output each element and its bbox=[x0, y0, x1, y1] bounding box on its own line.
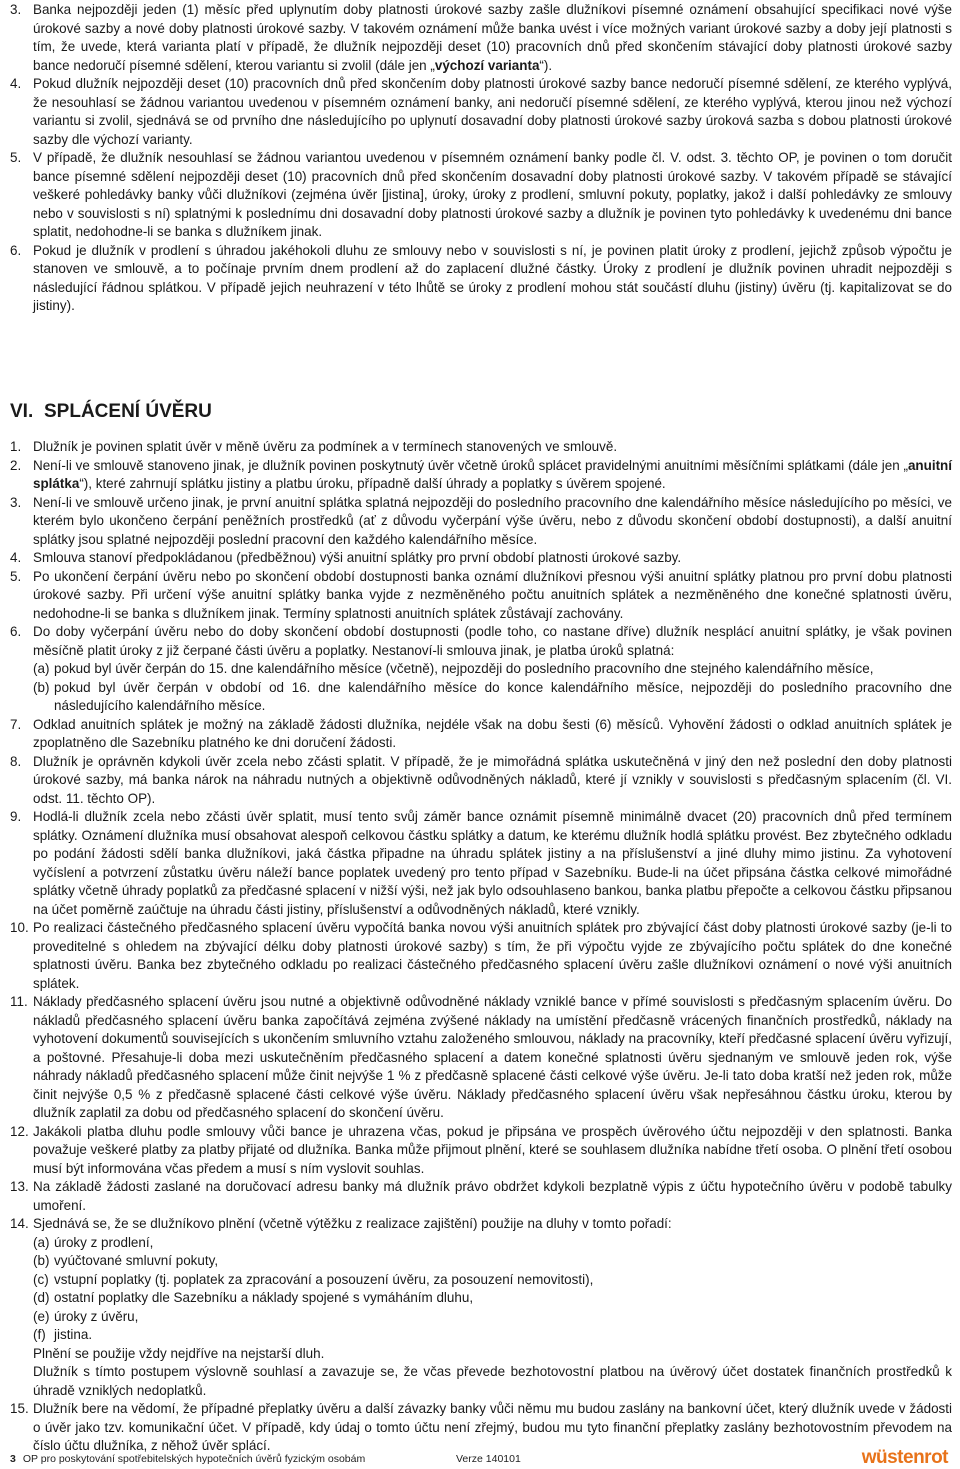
item-number: 3. bbox=[10, 2, 22, 17]
sub-item bbox=[33, 1252, 952, 1271]
item-text: Do doby vyčerpání úvěru nebo do doby skončení období dostupnosti (podle toho, co nastane dříve) dlužník nesplácí anuitní splátky, je však povinen měsíčně platit úroky z již čerpané části úvěru a poplatky. Nestanoví-li smlouva jinak, je platba úroků splatná: bbox=[33, 624, 952, 658]
section-number: VI. bbox=[10, 401, 34, 422]
item-text: Pokud je dlužník v prodlení s úhradou jakéhokoli dluhu ze smlouvy nebo v souvislosti s ní, je povinen platit úroky z prodlení, jejichž způsob výpočtu je stanoven ve smlouvě, a to počínaje prvním dnem prodlení až do zaplacení dlužné částky. Úroky z prodlení je dlužník povinen uhradit nejpozději s následující řádnou splátkou. V případě jejich neuhrazení v této lhůtě se úroky z prodlení mohou stát součástí dluhu (jistiny) úvěru (tj. kapitalizovat se do jistiny). bbox=[33, 242, 952, 313]
item-text: Smlouva stanoví předpokládanou (předběžnou) výši anuitní splátky pro první období platnosti úrokové sazby. bbox=[33, 550, 682, 565]
item-number: 15. bbox=[10, 1401, 29, 1416]
item-number: 5. bbox=[10, 568, 22, 584]
list-item bbox=[10, 494, 952, 550]
page-number: 3 bbox=[10, 1453, 16, 1465]
version-label: Verze 140101 bbox=[456, 1453, 521, 1465]
list-item bbox=[10, 716, 952, 753]
item-text: Dlužník je oprávněn kdykoli úvěr zcela nebo zčásti splatit. V případě, že je mimořádná splátka uskutečněná v jiný den než poslední den doby platnosti úrokové sazby, má banka nárok na náhradu nutných a objektivně odůvodněných nákladů, které jí vznikly v souvislosti s předčasným splacením (čl. VI. odst. 11. těchto OP). bbox=[33, 753, 952, 806]
sub-item-label: (d) bbox=[33, 1290, 50, 1305]
list-item bbox=[10, 75, 952, 149]
sub-item-text: ostatní poplatky dle Sazebníku a náklady spojené s vymáháním dluhu, bbox=[54, 1290, 474, 1305]
item-number: 1. bbox=[10, 439, 22, 454]
list-item bbox=[10, 457, 952, 494]
item-text: Náklady předčasného splacení úvěru jsou nutné a objektivně odůvodněné náklady vzniklé bance v přímé souvislosti s předčasným splacením úvěru. Do nákladů předčasného splacení úvěru banka započítává zejména zvýšené náklady na umístění předčasně vrácených finančních prostředků, náklady na vyhotovení dokumentů souvisejících s ukončením smluvního vztahu založeného smlouvou, náklady na pracovníky, kteří předčasné splacení úvěru vyřizují, a poštovné. Přesahuje-li doba mezi uskutečněním předčasného splacení a datem konečné splatnosti úvěru sjednaným ve smlouvě jeden rok, výše náhrady nákladů předčasného splacení může činit nejvýše 1 % z předčasně splacené části celkové výše úvěru. Je-li tato doba kratší než jeden rok, může činit nejvýše 0,5 % z předčasně splacené části celkové výše úvěru. Náklady předčasného splacení úvěru však nepřesáhnou částku úroku, kterou by dlužník zaplatil za dobu od předčasného splacení do skončení úvěru. bbox=[33, 994, 952, 1120]
list-item bbox=[10, 993, 952, 1123]
sub-item bbox=[33, 1271, 952, 1290]
item-text: Na základě žádosti zaslané na doručovací adresu banky má dlužník právo obdržet kdykoli bezplatně výpis z účtu hypotečního úvěru v podobě tabulky umoření. bbox=[33, 1179, 952, 1213]
item-text: Odklad anuitních splátek je možný na základě žádosti dlužníka, nejdéle však na dobu šesti (6) měsíců. Vyhovění žádosti o odklad anuitních splátek je zpoplatněno dle Sazebníku platného ke dni doručení žádosti. bbox=[33, 716, 952, 750]
item-number: 4. bbox=[10, 76, 22, 91]
sub-item-text: vyúčtované smluvní pokuty, bbox=[54, 1253, 219, 1268]
sub-item-label: (e) bbox=[33, 1308, 50, 1324]
sub-item-text: pokud byl úvěr čerpán do 15. dne kalendářního měsíce (včetně), nejpozději do posledního pracovního dne stejného kalendářního měsíce, bbox=[54, 661, 874, 676]
item-text: Po realizaci částečného předčasného splacení úvěru vypočítá banka novou výši anuitních splátek pro zbývající část doby platnosti úrokové sazby (je-li to proveditelné s ohledem na zbývající délku doby platnosti úrokové sazby) s tím, že při výpočtu vyjde ze zbývajícího počtu splátek do dne konečné splatnosti úvěru. Banka bez zbytečného odkladu po realizaci částečného předčasného splacení úvěru zašle dlužníkovi oznámení o nové výši anuitních splátek. bbox=[33, 920, 952, 991]
sub-item bbox=[33, 1234, 952, 1253]
list-item bbox=[10, 438, 952, 457]
item-text: Hodlá-li dlužník zcela nebo zčásti úvěr splatit, musí tento svůj záměr bance oznámit písemně minimálně dvacet (20) pracovních dnů před termínem splátky. Oznámení dlužníka musí obsahovat alespoň celkovou částku splátky a datum, ke kterému dlužník hodlá splátku provést. Bez zbytečného odkladu po podání žádosti sdělí banka dlužníkovi, jaká částka připadne na úhradu splátek jistiny a na příslušenství a jiné dluhy mimo jistinu. Za vyhotovení vyčíslení a potvrzení zůstatku úvěru náleží bance poplatek uvedený pro tento případ v Sazebníku. Bude-li na účet připsána částka celkové mimořádné splátky včetně úhrady poplatků za předčasné splacení v nižší výši, než jak bylo odsouhlaseno bankou, banka platbu přepočte a celkovou částku připsanou na účet poměrně zaúčtuje na úhradu části jistiny, příslušenství a odůvodněných nákladů, které vznikly. bbox=[33, 809, 952, 917]
item-number: 7. bbox=[10, 716, 22, 732]
item-text: Po ukončení čerpání úvěru nebo po skončení období dostupnosti banka oznámí dlužníkovi přesnou výši anuitní splátky platnou pro první dobu platnosti úrokové sazby. Při určení výše anuitní splátky banka vyjde z nezměněného počtu anuitních splátek a nezměněného dne konečné splatnosti úvěru, nedohodne-li se banka s dlužníkem jinak. Termíny splatnosti anuitních splátek zůstávají zachovány. bbox=[33, 568, 952, 621]
sub-item bbox=[33, 679, 952, 716]
item-number: 8. bbox=[10, 753, 22, 769]
item-note: Plnění se použije vždy nejdříve na nejstarší dluh. bbox=[33, 1345, 325, 1361]
item-number: 6. bbox=[10, 242, 22, 258]
sub-item-text: pokud byl úvěr čerpán v období od 16. dne kalendářního měsíce do konce kalendářního měsíce, nejpozději do posledního pracovního dne následujícího kalendářního měsíce. bbox=[54, 679, 952, 713]
item-number: 4. bbox=[10, 550, 22, 565]
item-number: 5. bbox=[10, 150, 22, 165]
item-text: Není-li ve smlouvě určeno jinak, je první anuitní splátka splatná nejpozději do posledního pracovního dne kalendářního měsíce následujícího po měsíci, ve kterém bylo ukončeno čerpání peněžních prostředků (ať z důvodu vyčerpání výše úvěru, nebo z důvodu skončení období dostupnosti), a další anuitní splátky jsou splatné nejpozději poslední pracovní den každého kalendářního měsíce. bbox=[33, 494, 952, 547]
item-text: Sjednává se, že se dlužníkovo plnění (včetně výtěžku z realizace zajištění) použije na dluhy v tomto pořadí: bbox=[33, 1216, 672, 1231]
item-text: Dlužník bere na vědomí, že případné přeplatky úvěru a další závazky banky vůči němu mu budou zaslány na bankovní účet, který dlužník uvede v žádosti o úvěr jako tzv. komunikační účet. V případě, kdy údaj o tomto účtu není zřejmý, budou mu tyto finanční přeplatky zaslány bezhotovostním převodem na číslo účtu dlužníka, z něhož úvěr splácí. bbox=[33, 1401, 952, 1453]
sub-item-text: úroky z úvěru, bbox=[54, 1308, 139, 1324]
list-item bbox=[10, 1178, 952, 1215]
list-item bbox=[10, 753, 952, 809]
sub-item-text: vstupní poplatky (tj. poplatek za zpracování a posouzení úvěru, za posouzení nemovitosti), bbox=[54, 1271, 594, 1287]
item-number: 9. bbox=[10, 809, 22, 824]
page-footer bbox=[10, 1453, 521, 1465]
item-text: Dlužník je povinen splatit úvěr v měně úvěru za podmínek a v termínech stanovených ve smlouvě. bbox=[33, 439, 618, 454]
item-text: Není-li ve smlouvě stanoveno jinak, je dlužník povinen poskytnutý úvěr včetně úroků splácet pravidelnými anuitními měsíčními splátkami (dále jen „anuitní splátka“), které zahrnují splátku jistiny a platbu úroku, případně další úhrady a poplatky s úvěrem spojené. bbox=[33, 457, 952, 491]
list-item bbox=[10, 1215, 952, 1400]
item-number: 6. bbox=[10, 624, 22, 639]
item-text: Jakákoli platba dluhu podle smlouvy vůči bance je uhrazena včas, pokud je připsána ve prospěch úvěrového účtu nejpozději v den splatnosti. Banka považuje veškeré platby za platby přijaté od dlužníka. Banka může přijmout plnění, které se souhlasem dlužníka nabídne třetí osoba. O plnění třetí osobou musí být informována včas předem a musí s ním vyslovit souhlas. bbox=[33, 1123, 952, 1176]
item-number: 14. bbox=[10, 1216, 29, 1231]
document-name: OP pro poskytování spotřebitelských hypotečních úvěrů fyzickým osobám bbox=[22, 1453, 366, 1465]
sub-item-label: (a) bbox=[33, 661, 50, 676]
sub-item-label: (f) bbox=[33, 1327, 46, 1342]
list-item bbox=[10, 549, 952, 568]
sub-item-label: (b) bbox=[33, 1253, 50, 1268]
list-item bbox=[10, 1, 952, 75]
item-text: Pokud dlužník nejpozději deset (10) pracovních dnů před skončením doby platnosti úrokové sazby bance nedoručí písemné sdělení, ze kterého vyplývá, že nesouhlasí se žádnou variantou uvedenou v písemném oznámení banky, ani nedoručí písemné sdělení, ze kterého vyplývá, kterou jinou než výchozí variantu si zvolil, sjednává se od prvního dne následujícího po uplynutí dosavadní doby platnosti úrokové sazby úroková sazba s dobou platnosti úrokové sazby dle výchozí varianty. bbox=[33, 76, 952, 147]
item-text: Banka nejpozději jeden (1) měsíc před uplynutím doby platnosti úrokové sazby zašle dlužníkovi písemné oznámení obsahující specifikaci nové výše úrokové sazby a nové doby platnosti úrokové sazby. V takovém oznámení může banka uvést i více možných variant úrokové sazby a doby její platnosti s tím, že uvede, která varianta platí v případě, že dlužník nejpozději deset (10) pracovních dnů před skončením stávající doby platnosti úrokové sazby bance nedoručí písemné sdělení, kterou variantu si zvolil (dále jen „výchozí varianta“). bbox=[33, 2, 952, 73]
list-item bbox=[10, 1400, 952, 1456]
list-item bbox=[10, 808, 952, 919]
item-text: V případě, že dlužník nesouhlasí se žádnou variantou uvedenou v písemném oznámení banky podle čl. V. odst. 3. těchto OP, je povinen o tom doručit bance písemné sdělení nejpozději deset (10) pracovních dnů před skončením dosavadní doby platnosti úrokové sazby. V takovém případě se stávající veškeré pohledávky banky vůči dlužníkovi (zejména úvěr [jistina], úroky, úroky z prodlení, smluvní pokuty, poplatky, jakož i další pohledávky ze smlouvy nebo v souvislosti s ní) splatnými k poslednímu dni dosavadní doby platnosti úrokové sazby a dlužník je povinen tyto pohledávky k uvedenému dni bance splatit, nedohodne-li se banka s dlužníkem jinak. bbox=[33, 150, 952, 239]
item-number: 3. bbox=[10, 494, 22, 510]
list-item bbox=[10, 149, 952, 242]
item-number: 11. bbox=[10, 994, 28, 1009]
list-item bbox=[10, 568, 952, 624]
wustenrot-logo: wüstenrot bbox=[861, 1447, 948, 1468]
sub-item-text: jistina. bbox=[54, 1327, 93, 1342]
item-number: 2. bbox=[10, 457, 22, 473]
list-item bbox=[10, 919, 952, 993]
list-item bbox=[10, 1123, 952, 1179]
section-v-continued bbox=[10, 1, 952, 316]
section-vi bbox=[10, 382, 952, 1456]
sub-item-label: (a) bbox=[33, 1234, 50, 1250]
section-heading bbox=[10, 401, 952, 423]
sub-item bbox=[33, 1326, 952, 1345]
sub-item-label: (b) bbox=[33, 679, 50, 695]
item-note: Dlužník s tímto postupem výslovně souhlasí a zavazuje se, že včas převede bezhotovostní platbou na úvěrový účet dostatek finančních prostředků k úhradě vzniklých nedoplatků. bbox=[33, 1364, 952, 1398]
sub-item-text: úroky z prodlení, bbox=[54, 1234, 154, 1250]
sub-item bbox=[33, 1289, 952, 1308]
item-number: 10. bbox=[10, 920, 29, 935]
list-item bbox=[10, 242, 952, 316]
item-number: 12. bbox=[10, 1123, 29, 1139]
section-title: SPLÁCENÍ ÚVĚRU bbox=[44, 401, 212, 422]
sub-item-label: (c) bbox=[33, 1271, 49, 1287]
item-body bbox=[33, 623, 952, 716]
sub-item bbox=[33, 1308, 952, 1327]
item-number: 13. bbox=[10, 1179, 29, 1194]
list-item bbox=[10, 623, 952, 716]
item-body bbox=[33, 1215, 952, 1400]
sub-item bbox=[33, 660, 952, 679]
